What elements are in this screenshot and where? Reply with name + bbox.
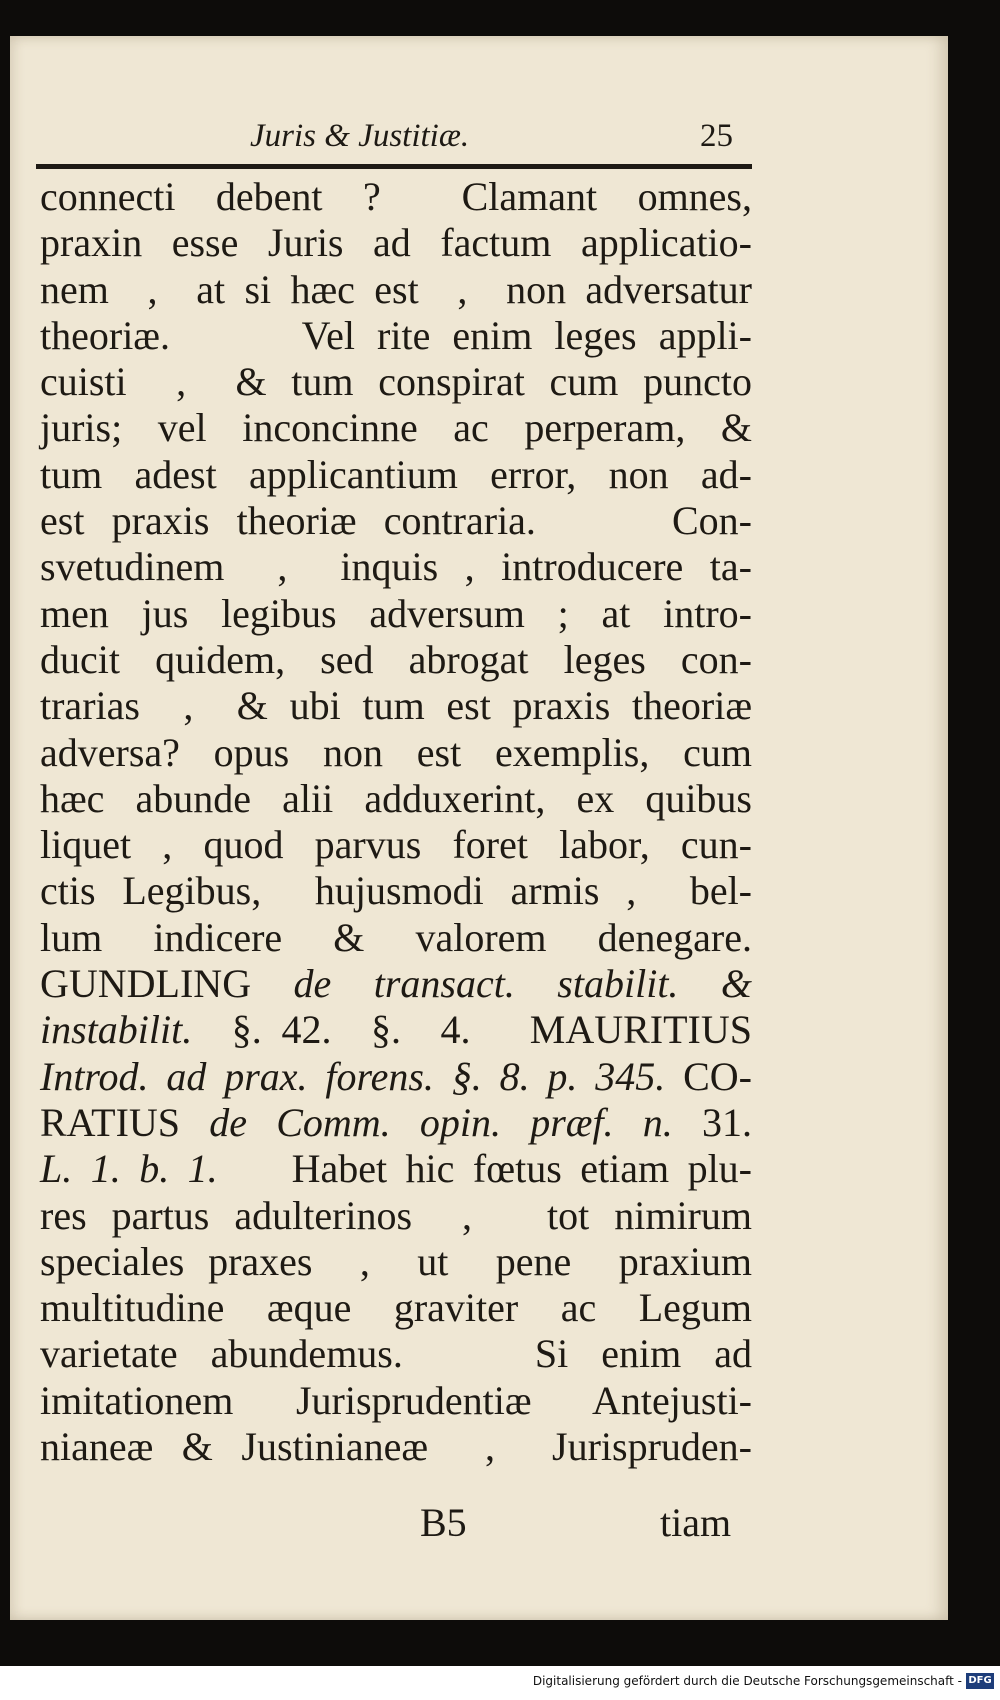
citation-italic: de Comm. opin. præf. n.	[209, 1099, 673, 1145]
text-line	[40, 637, 752, 683]
text-run: Habet hic fœtus etiam plu-	[217, 1146, 752, 1192]
text-run: res partus adulterinos , tot nimirum	[40, 1192, 752, 1238]
text-line	[40, 313, 752, 359]
book-page	[10, 36, 948, 1620]
text-run: varietate abundemus. Si enim ad	[40, 1331, 752, 1377]
text-run: ctis Legibus, hujusmodi armis , bel-	[40, 868, 752, 914]
text-run: adversa? opus non est exemplis, cum	[40, 729, 752, 775]
text-run: trarias , & ubi tum est praxis theoriæ	[40, 683, 752, 729]
text-line	[40, 961, 752, 1007]
text-run: praxin esse Juris ad factum applicatio-	[40, 220, 752, 266]
text-line	[40, 267, 752, 313]
text-run: svetudinem , inquis , introducere ta-	[40, 544, 752, 590]
text-line	[40, 1100, 752, 1146]
text-run: §. 42. §. 4. MAURITIUS	[192, 1007, 752, 1053]
text-run: nem , at si hæc est , non adversatur	[40, 266, 752, 312]
text-run: 31.	[672, 1099, 752, 1145]
text-run: men jus legibus adversum ; at intro-	[40, 590, 752, 636]
text-line	[40, 1193, 752, 1239]
citation-italic: de transact. stabilit. &	[293, 961, 752, 1007]
citation-italic: Introd. ad prax. forens. §. 8. p. 345.	[40, 1053, 666, 1099]
text-line	[40, 1239, 752, 1285]
text-run: juris; vel inconcinne ac perperam, &	[40, 405, 752, 451]
text-line	[40, 683, 752, 729]
header-rule	[36, 164, 752, 169]
text-line	[40, 1378, 752, 1424]
text-run: RATIUS	[40, 1099, 210, 1145]
text-line	[40, 1285, 752, 1331]
text-line	[40, 591, 752, 637]
text-run: GUNDLING	[40, 961, 294, 1007]
text-line	[40, 405, 752, 451]
text-line	[40, 1424, 752, 1470]
funding-credit: Digitalisierung gefördert durch die Deutsche Forschungsgemeinschaft -	[532, 1674, 962, 1688]
text-line	[40, 1007, 752, 1053]
text-run: CO-	[665, 1053, 752, 1099]
text-run: ducit quidem, sed abrogat leges con-	[40, 636, 752, 682]
text-run: multitudine æque graviter ac Legum	[40, 1285, 752, 1331]
running-head: Juris & Justitiæ.	[250, 118, 470, 154]
citation-italic: instabilit.	[40, 1007, 193, 1053]
text-run: hæc abunde alii adduxerint, ex quibus	[40, 775, 752, 821]
text-line	[40, 498, 752, 544]
text-line	[40, 776, 752, 822]
footer-bar	[0, 1666, 1000, 1700]
citation-italic: L. 1. b. 1.	[40, 1146, 218, 1192]
text-run: nianeæ & Justinianeæ , Jurispruden-	[40, 1424, 752, 1470]
signature-mark: B5	[420, 1500, 467, 1545]
text-run: lum indicere & valorem denegare.	[40, 914, 752, 960]
text-line	[40, 452, 752, 498]
text-line	[40, 1146, 752, 1192]
text-line	[40, 868, 752, 914]
text-run: liquet , quod parvus foret labor, cun-	[40, 822, 752, 868]
text-run: tum adest applicantium error, non ad-	[40, 451, 752, 497]
text-line	[40, 174, 752, 220]
text-run: theoriæ. Vel rite enim leges appli-	[40, 312, 752, 358]
page-number: 25	[700, 118, 733, 154]
text-run: speciales praxes , ut pene praxium	[40, 1238, 752, 1284]
dfg-logo: DFG	[966, 1673, 994, 1689]
text-line	[40, 220, 752, 266]
text-run: cuisti , & tum conspirat cum puncto	[40, 359, 752, 405]
text-line	[40, 822, 752, 868]
text-line	[40, 544, 752, 590]
text-line	[40, 359, 752, 405]
text-line	[40, 1331, 752, 1377]
text-run: connecti debent ? Clamant omnes,	[40, 174, 752, 219]
text-line	[40, 730, 752, 776]
text-line	[40, 1054, 752, 1100]
text-run: imitationem Jurisprudentiæ Antejusti-	[40, 1377, 752, 1423]
text-run: est praxis theoriæ contraria. Con-	[40, 498, 752, 544]
body-text	[40, 174, 752, 1470]
text-line	[40, 915, 752, 961]
catchword: tiam	[660, 1500, 732, 1545]
